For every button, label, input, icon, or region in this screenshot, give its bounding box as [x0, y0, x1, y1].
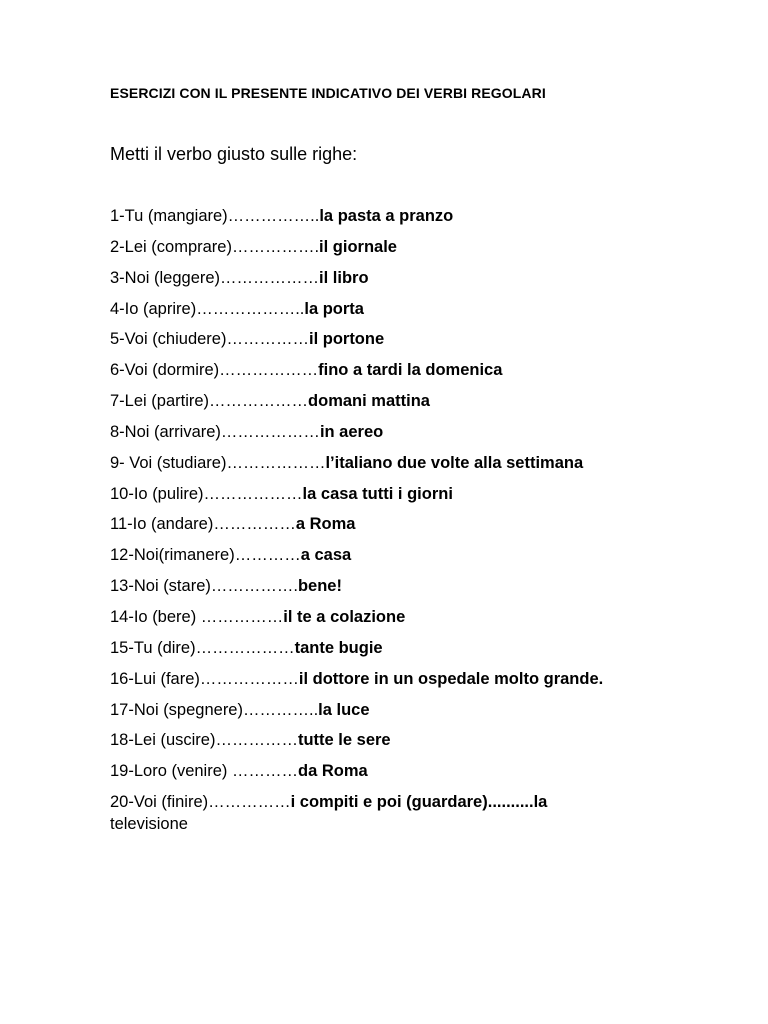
exercise-prompt: 8-Noi (arrivare)………………	[110, 422, 320, 441]
exercise-item-3	[110, 267, 710, 298]
exercise-item-16	[110, 668, 710, 699]
exercise-item-13	[110, 575, 710, 606]
exercise-item-14	[110, 606, 710, 637]
exercise-prompt: 18-Lei (uscire)……………	[110, 731, 298, 750]
exercise-completion: domani mattina	[308, 392, 430, 411]
exercise-item-17	[110, 699, 710, 730]
exercise-completion: a Roma	[295, 515, 356, 534]
exercise-prompt: 20-Voi (finire)……………	[110, 793, 291, 812]
exercise-prompt: 6-Voi (dormire)………………	[110, 361, 319, 380]
exercise-completion: a casa	[300, 546, 352, 565]
exercise-item-8	[110, 421, 710, 452]
page-title: ESERCIZI CON IL PRESENTE INDICATIVO DEI VERBI REGOLARI	[110, 85, 546, 101]
exercise-item-20	[110, 791, 710, 835]
exercise-completion: il portone	[308, 330, 385, 349]
exercise-completion: il giornale	[319, 237, 397, 256]
exercise-completion: il libro	[319, 268, 369, 287]
exercise-prompt: 19-Loro (venire) …………	[110, 762, 298, 781]
exercise-completion: i compiti e poi (guardare)..........la	[290, 793, 548, 812]
exercise-continuation: televisione	[110, 815, 188, 834]
exercise-prompt: 5-Voi (chiudere)……………	[110, 330, 309, 349]
exercise-prompt: 7-Lei (partire)………………	[110, 392, 309, 411]
exercise-item-1	[110, 205, 710, 236]
exercise-instruction: Metti il verbo giusto sulle righe:	[110, 144, 358, 164]
exercise-prompt: 10-Io (pulire)………………	[110, 484, 303, 503]
exercise-completion: la pasta a pranzo	[319, 207, 454, 225]
exercise-item-12	[110, 544, 710, 575]
exercise-completion: l’italiano due volte alla settimana	[325, 453, 584, 472]
exercise-prompt: 1-Tu (mangiare)……………..	[110, 207, 320, 225]
exercise-prompt: 16-Lui (fare)………………	[110, 669, 299, 688]
exercise-completion: la casa tutti i giorni	[302, 484, 453, 503]
exercise-prompt: 3-Noi (leggere)………………	[110, 268, 320, 287]
exercise-prompt: 14-Io (bere) ……………	[110, 607, 284, 626]
exercise-completion: in aereo	[319, 422, 384, 441]
exercise-completion: bene!	[297, 577, 342, 596]
exercise-prompt: 17-Noi (spegnere)…………..	[110, 700, 319, 719]
exercise-item-5	[110, 328, 710, 359]
exercise-item-9	[110, 452, 710, 483]
exercise-completion: tutte le sere	[297, 731, 391, 750]
exercise-completion: la porta	[304, 299, 364, 318]
exercise-prompt: 9- Voi (studiare)………………	[110, 453, 326, 472]
exercise-list	[110, 205, 710, 835]
exercise-completion: tante bugie	[294, 638, 383, 657]
exercise-item-6	[110, 359, 710, 390]
exercise-completion: fino a tardi la domenica	[318, 361, 503, 380]
exercise-item-7	[110, 390, 710, 421]
exercise-completion: la luce	[318, 700, 370, 719]
exercise-completion: il te a colazione	[283, 607, 406, 626]
exercise-item-2	[110, 236, 710, 267]
exercise-prompt: 4-Io (aprire)………………..	[110, 299, 305, 318]
exercise-prompt: 12-Noi(rimanere)…………	[110, 546, 301, 565]
exercise-item-10	[110, 483, 710, 514]
exercise-item-18	[110, 729, 710, 760]
exercise-item-19	[110, 760, 710, 791]
exercise-prompt: 11-Io (andare)……………	[110, 515, 296, 534]
exercise-item-11	[110, 513, 710, 544]
exercise-prompt: 15-Tu (dire)………………	[110, 638, 295, 657]
exercise-item-4	[110, 298, 710, 329]
exercise-prompt: 2-Lei (comprare)…………….	[110, 237, 320, 256]
exercise-completion: il dottore in un ospedale molto grande.	[298, 669, 604, 688]
exercise-item-15	[110, 637, 710, 668]
exercise-completion: da Roma	[297, 762, 368, 781]
exercise-prompt: 13-Noi (stare)…………….	[110, 577, 298, 596]
